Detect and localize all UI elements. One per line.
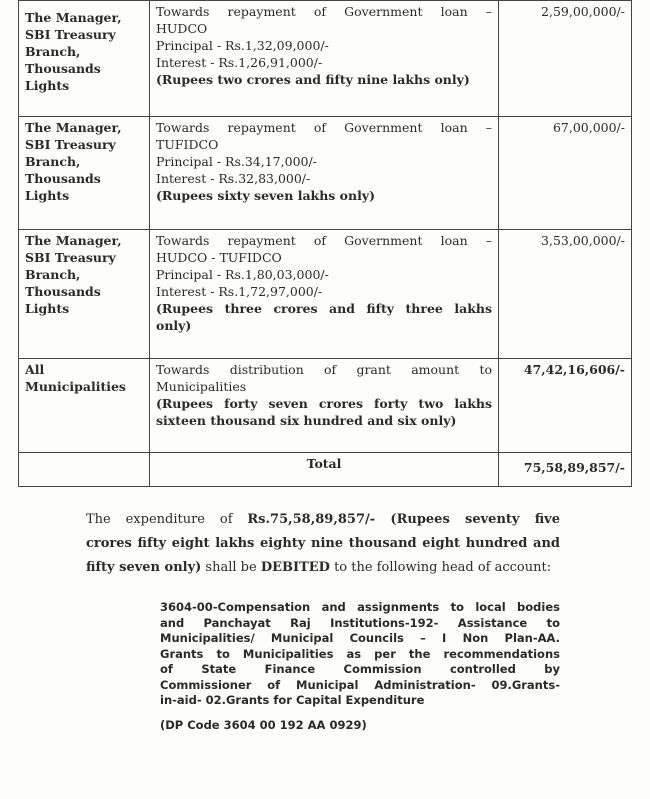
payee-cell	[19, 230, 150, 359]
payee-line: SBI Treasury	[25, 27, 116, 42]
purpose-cell	[150, 230, 499, 359]
purpose-text: HUDCO - TUFIDCO	[156, 250, 282, 265]
para-text: shall be	[201, 560, 261, 575]
payee-line: Lights	[25, 188, 70, 203]
payee-line: Lights	[25, 301, 70, 316]
debited-text: DEBITED	[260, 560, 330, 575]
purpose-cell	[150, 359, 499, 453]
purpose-cell	[150, 1, 499, 117]
purpose-text: Towards repayment of Government loan –	[156, 233, 492, 248]
principal-text: Principal - Rs.34,17,000/-	[156, 154, 317, 169]
para-text: (Rupees seventy five	[375, 512, 560, 527]
amount-cell: 3,53,00,000/-	[499, 230, 632, 359]
para-text: fifty seven only)	[86, 560, 202, 575]
head-of-account	[160, 600, 560, 709]
payee-line: Municipalities	[25, 379, 126, 394]
expenditure-paragraph	[86, 508, 560, 580]
purpose-text: Towards repayment of Government loan –	[156, 4, 492, 19]
dp-code: (DP Code 3604 00 192 AA 0929)	[160, 718, 367, 732]
purpose-text: TUFIDCO	[156, 137, 219, 152]
amount-in-words: (Rupees sixty seven lakhs only)	[156, 188, 376, 203]
principal-text: Principal - Rs.1,32,09,000/-	[156, 38, 329, 53]
empty-cell	[19, 453, 150, 487]
interest-text: Interest - Rs.1,72,97,000/-	[156, 284, 323, 299]
purpose-text: Towards repayment of Government loan –	[156, 120, 492, 135]
payee-line: The Manager,	[25, 10, 122, 25]
purpose-text: HUDCO	[156, 21, 208, 36]
total-label: Total	[150, 453, 499, 487]
amount-in-words: (Rupees three crores and fifty three lakhs	[156, 301, 492, 316]
payee-line: Branch,	[25, 44, 81, 59]
table-row	[19, 359, 632, 453]
payee-line: Thousands	[25, 171, 101, 186]
expenditure-amount: Rs.75,58,89,857/-	[247, 512, 376, 527]
amount-in-words: (Rupees forty seven crores forty two lakhs	[156, 396, 492, 411]
purpose-text: Municipalities	[156, 379, 247, 394]
head-line: in-aid- 02.Grants for Capital Expenditure	[160, 693, 425, 707]
purpose-text: Towards distribution of grant amount to	[156, 362, 492, 377]
payee-cell	[19, 117, 150, 230]
total-amount: 75,58,89,857/-	[499, 453, 632, 487]
para-text: crores fifty eight lakhs eighty nine thousand eight hundred and	[86, 536, 560, 551]
amount-in-words: only)	[156, 318, 192, 333]
total-row	[19, 453, 632, 487]
table-row	[19, 1, 632, 117]
payee-line: The Manager,	[25, 120, 122, 135]
payee-cell	[19, 359, 150, 453]
head-line: Grants to Municipalities as per the recommendations	[160, 646, 560, 661]
table-row	[19, 230, 632, 359]
para-text: to the following head of account:	[329, 560, 552, 575]
head-line: and Panchayat Raj Institutions-192- Assistance to	[160, 615, 560, 630]
head-line: Commissioner of Municipal Administration- 09.Grants-	[160, 677, 560, 692]
amount-in-words: sixteen thousand six hundred and six only)	[156, 413, 457, 428]
table-row	[19, 117, 632, 230]
payee-line: Lights	[25, 78, 70, 93]
amount-in-words: (Rupees two crores and fifty nine lakhs only)	[156, 72, 470, 87]
head-line: Municipalities/ Municipal Councils – I Non Plan-AA.	[160, 631, 560, 645]
payee-line: The Manager,	[25, 233, 122, 248]
payee-line: All	[25, 362, 45, 377]
payee-line: SBI Treasury	[25, 250, 116, 265]
head-line: of State Finance Commission controlled by	[160, 662, 560, 676]
payee-line: SBI Treasury	[25, 137, 116, 152]
payee-line: Thousands	[25, 61, 101, 76]
payee-line: Thousands	[25, 284, 101, 299]
amount-cell: 47,42,16,606/-	[499, 359, 632, 453]
purpose-cell	[150, 117, 499, 230]
amount-cell: 2,59,00,000/-	[499, 1, 632, 117]
amount-cell: 67,00,000/-	[499, 117, 632, 230]
payee-line: Branch,	[25, 154, 81, 169]
head-line: 3604-00-Compensation and assignments to local bodies	[160, 600, 560, 614]
para-text: The expenditure of	[86, 512, 248, 527]
interest-text: Interest - Rs.1,26,91,000/-	[156, 55, 323, 70]
payee-line: Branch,	[25, 267, 81, 282]
interest-text: Interest - Rs.32,83,000/-	[156, 171, 311, 186]
principal-text: Principal - Rs.1,80,03,000/-	[156, 267, 329, 282]
payee-cell	[19, 1, 150, 117]
payment-table	[18, 0, 632, 487]
